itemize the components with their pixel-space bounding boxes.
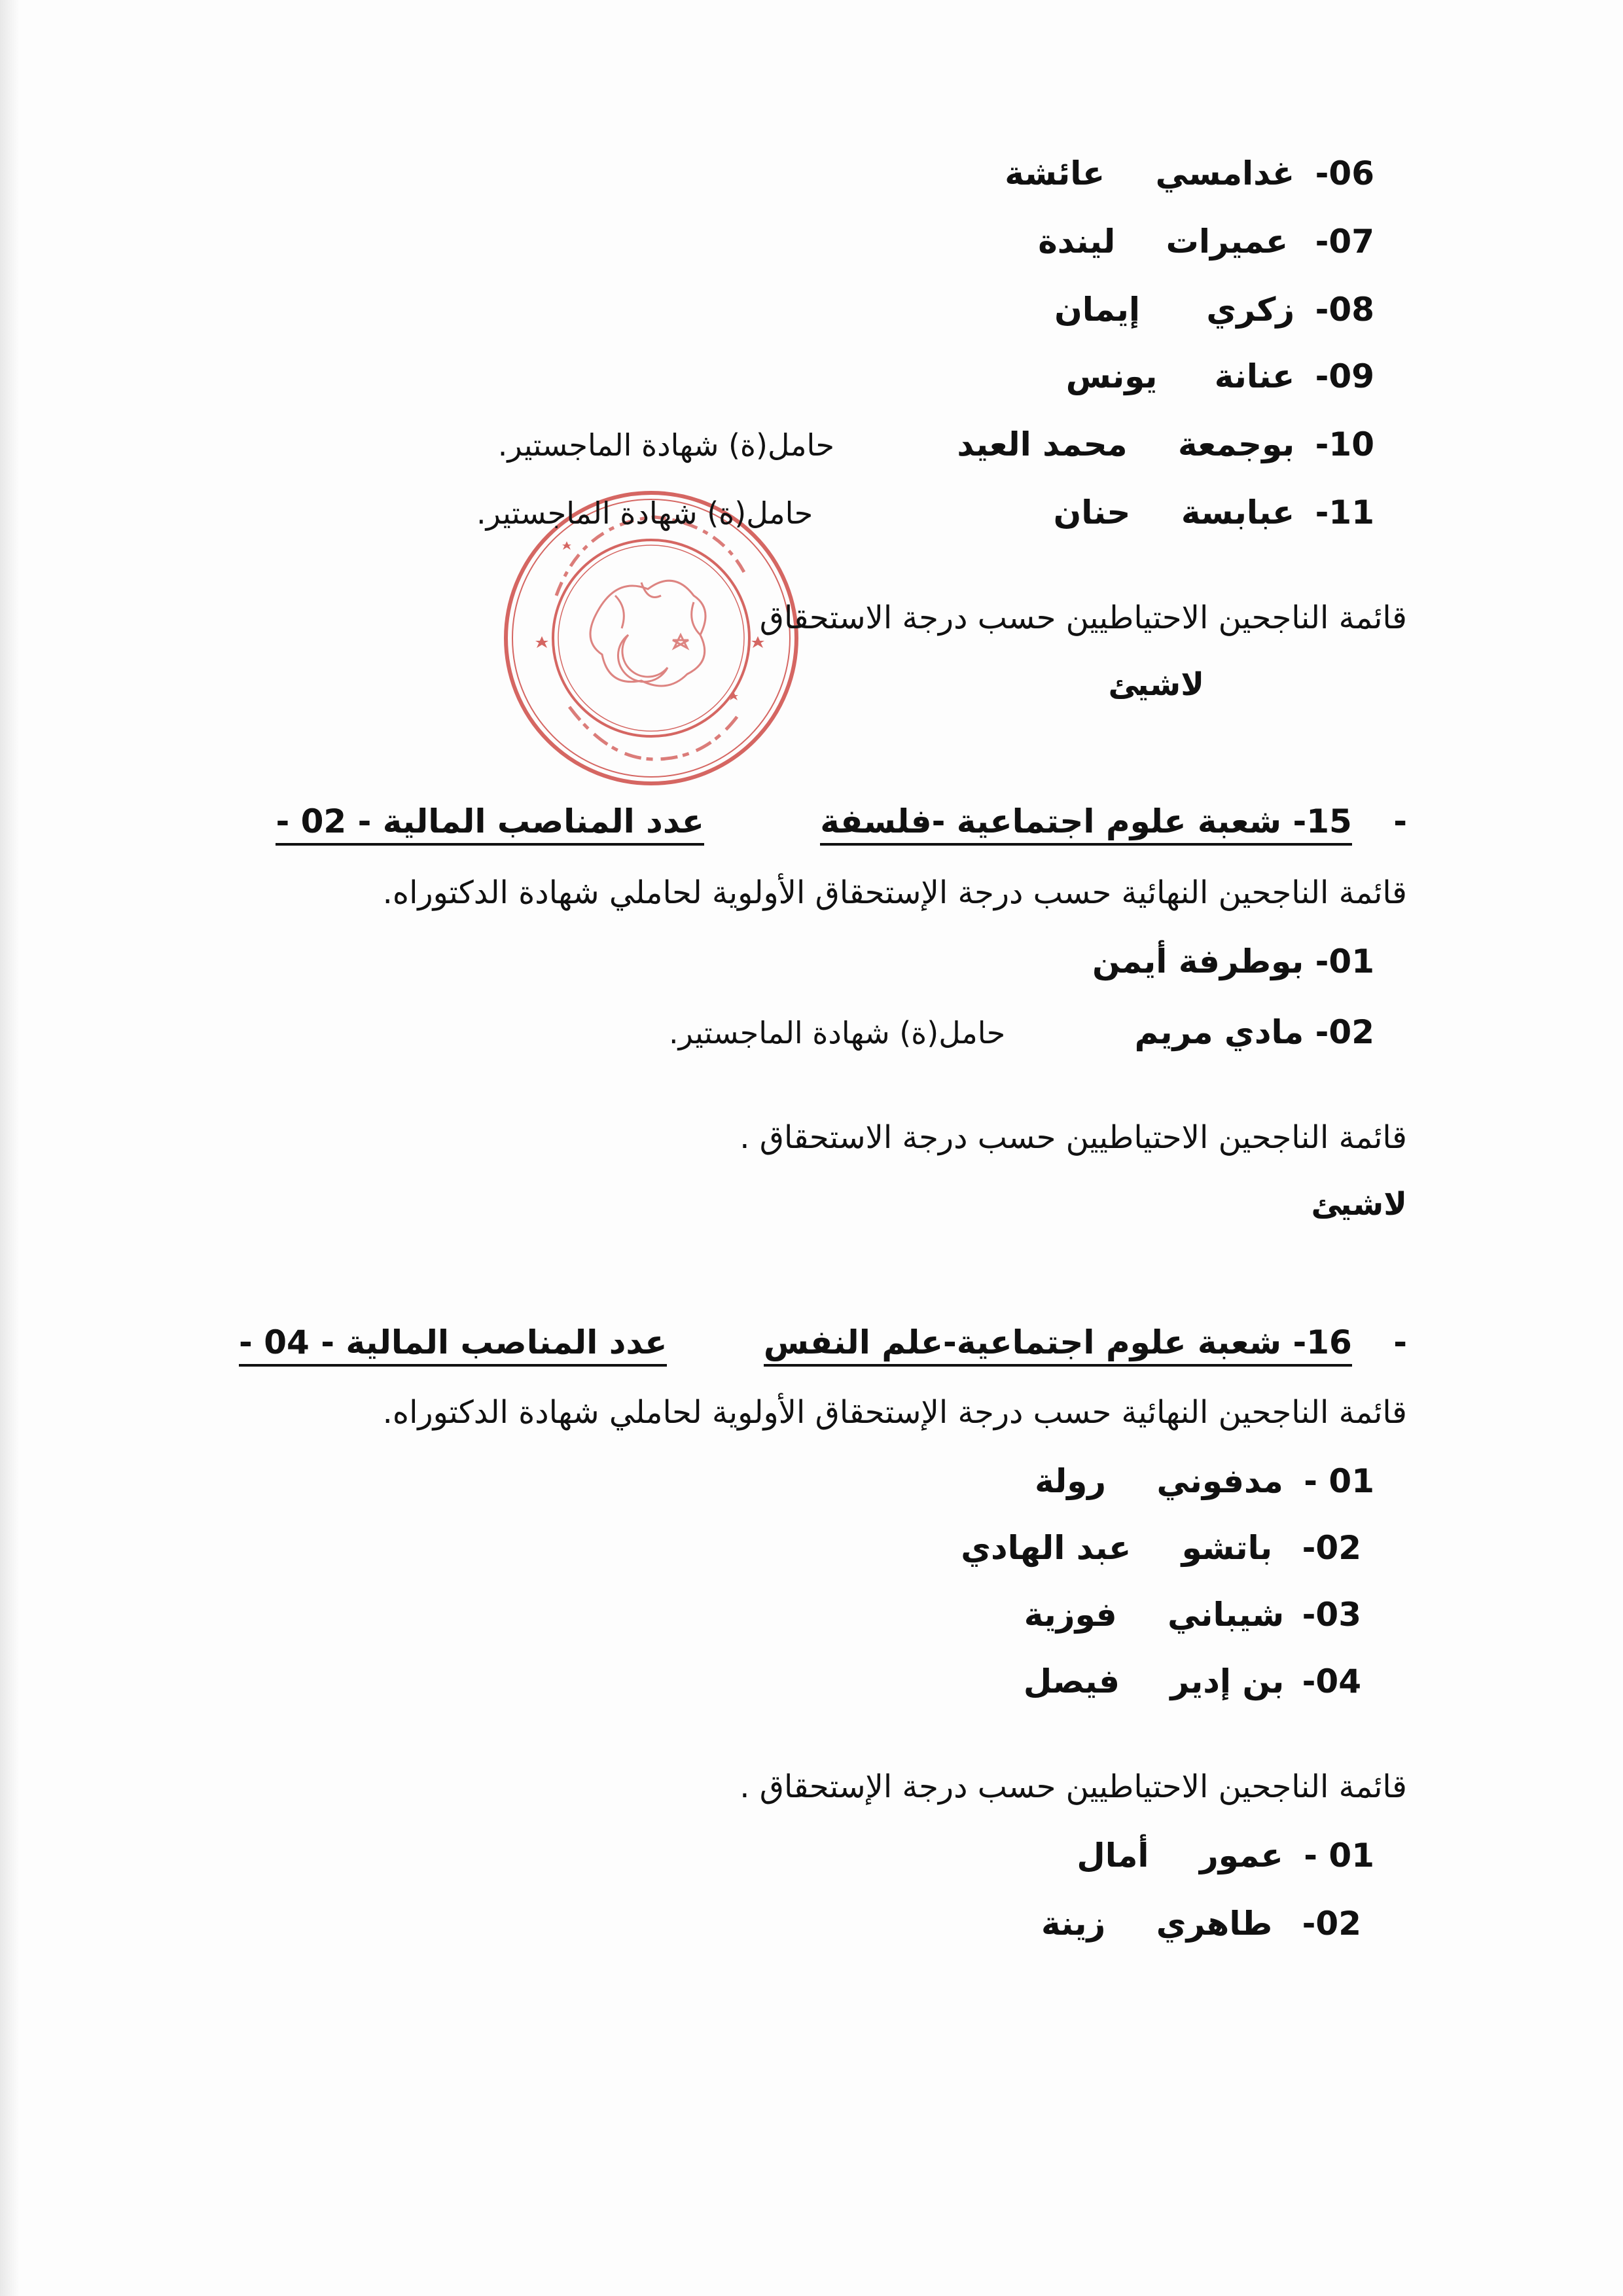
list-item	[476, 493, 1374, 531]
first-name: عبد الهادي	[961, 1529, 1132, 1567]
list-item	[961, 1529, 1361, 1567]
first-name: حنان	[1053, 493, 1131, 531]
item-number: 01 -	[1304, 1837, 1374, 1874]
item-number: 02-	[1302, 1905, 1361, 1943]
degree-note: حامل(ة) شهادة الماجستير.	[497, 427, 834, 463]
reserve-list-title: قائمة الناجحين الاحتياطيين حسب درجة الاستحقاق .	[740, 1119, 1407, 1156]
first-name: يونس	[1065, 357, 1158, 395]
section-title: 15- شعبة علوم اجتماعية -فلسفة	[820, 802, 1352, 846]
last-name: غدامسي	[1155, 154, 1295, 192]
first-name: عائشة	[1005, 154, 1105, 192]
list-item	[1035, 1462, 1374, 1500]
item-number: 10-	[1315, 425, 1374, 463]
degree-note: حامل(ة) شهادة الماجستير.	[669, 1015, 1006, 1050]
list-item	[1077, 1837, 1374, 1874]
last-name: مدفوني	[1156, 1462, 1283, 1500]
section-title: 16- شعبة علوم اجتماعية-علم النفس	[764, 1323, 1352, 1367]
first-name: محمد العيد	[957, 425, 1128, 463]
item-number: 09-	[1315, 357, 1374, 395]
final-list-title: قائمة الناجحين النهائية حسب درجة الإستحقاق الأولوية لحاملي شهادة الدكتوراه.	[382, 874, 1407, 911]
posts-count: عدد المناصب المالية - 02 -	[276, 802, 704, 846]
list-item	[1041, 1905, 1361, 1943]
first-name: زينة	[1041, 1905, 1106, 1943]
last-name: عمور	[1200, 1837, 1283, 1874]
reserve-list-title: قائمة الناجحين الاحتياطيين حسب درجة الاستحقاق	[759, 600, 1407, 636]
item-number: 08-	[1315, 291, 1374, 329]
list-item	[1066, 357, 1374, 395]
first-name: رولة	[1035, 1462, 1107, 1500]
scan-edge-shadow	[0, 0, 20, 2296]
first-name: فيصل	[1023, 1662, 1120, 1700]
reserve-none: لاشيئ	[1311, 1186, 1407, 1223]
posts-count: عدد المناصب المالية - 04 -	[239, 1323, 667, 1367]
section-heading	[276, 802, 1407, 840]
list-item	[1038, 223, 1374, 260]
first-name: فوزية	[1024, 1596, 1117, 1634]
reserve-list-title: قائمة الناجحين الاحتياطيين حسب درجة الإستحقاق .	[740, 1768, 1407, 1805]
list-item	[669, 1013, 1374, 1051]
item-number: 07-	[1315, 223, 1374, 260]
list-item	[1005, 154, 1374, 192]
last-name: عنانة	[1214, 357, 1295, 395]
list-item	[1024, 1662, 1361, 1700]
last-name: شيباني	[1168, 1596, 1285, 1634]
first-name: إيمان	[1054, 291, 1140, 329]
first-name: أمال	[1077, 1837, 1149, 1874]
list-item: 01- بوطرفة أيمن	[1092, 942, 1374, 980]
last-name: بوجمعة	[1177, 425, 1295, 463]
first-name: ليندة	[1038, 223, 1116, 260]
item-number: 06-	[1315, 154, 1374, 192]
heading-dash: -	[1393, 802, 1407, 840]
last-name: باتشو	[1181, 1529, 1273, 1567]
item-number: 01 -	[1304, 1462, 1374, 1500]
last-name: زكري	[1206, 291, 1295, 329]
list-item	[1054, 291, 1374, 329]
last-name: عميرات	[1166, 223, 1289, 260]
list-item-name: 02- مادي مريم	[1134, 1013, 1374, 1051]
list-item	[498, 425, 1374, 463]
section-heading	[239, 1323, 1407, 1361]
list-item	[1024, 1596, 1361, 1634]
last-name: طاهري	[1156, 1905, 1273, 1943]
item-number: 04-	[1302, 1662, 1361, 1700]
item-number: 02-	[1302, 1529, 1361, 1567]
final-list-title: قائمة الناجحين النهائية حسب درجة الإستحقاق الأولوية لحاملي شهادة الدكتوراه.	[382, 1394, 1407, 1431]
last-name: عبابسة	[1181, 493, 1295, 531]
item-number: 11-	[1315, 493, 1374, 531]
reserve-none: لاشيئ	[1108, 666, 1204, 703]
degree-note: حامل(ة) شهادة الماجستير.	[476, 495, 813, 531]
last-name: بن إدير	[1170, 1662, 1285, 1700]
heading-dash: -	[1393, 1323, 1407, 1361]
item-number: 03-	[1302, 1596, 1361, 1634]
